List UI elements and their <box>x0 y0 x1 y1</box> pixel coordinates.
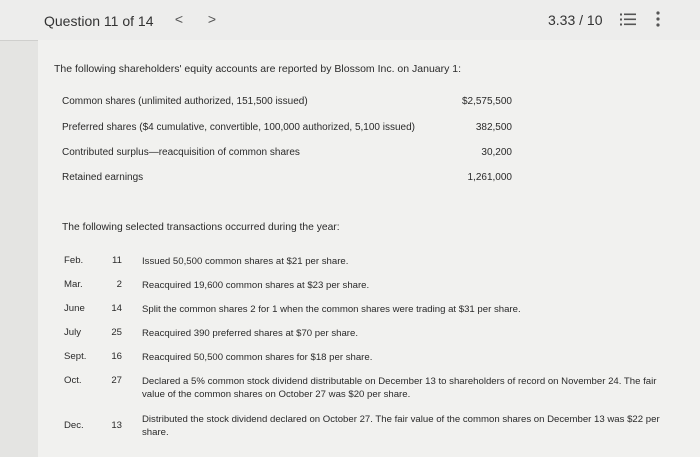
transaction-month: Mar. <box>64 279 83 290</box>
transaction-day: 2 <box>116 279 122 290</box>
transaction-day: 27 <box>111 375 122 386</box>
transaction-description: Reacquired 50,500 common shares for $18 per share. <box>142 352 373 363</box>
account-row <box>62 147 512 161</box>
account-label: Retained earnings <box>62 172 144 183</box>
account-value: $2,575,500 <box>461 96 512 107</box>
next-question-button[interactable]: > <box>207 11 217 27</box>
account-value: 30,200 <box>481 147 512 158</box>
more-vertical-icon[interactable] <box>655 10 661 28</box>
account-label: Preferred shares ($4 cumulative, convertible, 100,000 authorized, 5,100 issued) <box>62 122 415 133</box>
score-display: 3.33 / 10 <box>548 12 603 28</box>
transaction-description: Reacquired 390 preferred shares at $70 per share. <box>142 328 358 339</box>
transaction-day: 16 <box>111 351 122 362</box>
account-label: Contributed surplus—reacquisition of common shares <box>62 147 300 158</box>
transaction-month: June <box>64 303 85 314</box>
transaction-day: 14 <box>111 303 122 314</box>
transaction-month: Dec. <box>64 420 84 431</box>
transaction-month: Oct. <box>64 375 82 386</box>
account-label: Common shares (unlimited authorized, 151,500 issued) <box>62 96 308 107</box>
question-header <box>0 0 700 41</box>
transaction-month: Sept. <box>64 351 87 362</box>
previous-question-button[interactable]: < <box>174 11 184 27</box>
transaction-day: 25 <box>111 327 122 338</box>
transaction-description: Split the common shares 2 for 1 when the common shares were trading at $31 per share. <box>142 304 521 315</box>
transaction-description: Distributed the stock dividend declared on October 27. The fair value of the common shares on December 13 was $22 per share. <box>142 414 660 438</box>
account-row <box>62 172 512 186</box>
list-icon[interactable] <box>620 13 636 26</box>
transaction-description: Reacquired 19,600 common shares at $23 per share. <box>142 280 370 291</box>
question-counter: Question 11 of 14 <box>44 13 154 29</box>
transaction-day: 11 <box>112 255 122 266</box>
problem-intro: The following shareholders' equity accounts are reported by Blossom Inc. on January 1: <box>54 63 462 75</box>
account-value: 382,500 <box>475 122 512 133</box>
transaction-description: Declared a 5% common stock dividend distributable on December 13 to shareholders of record on November 24. The fair value of the common shares on October 27 was $20 per share. <box>142 376 657 400</box>
transaction-description: Issued 50,500 common shares at $21 per share. <box>142 256 349 267</box>
transaction-month: July <box>64 327 82 338</box>
account-value: 1,261,000 <box>467 172 512 183</box>
account-row <box>62 122 512 136</box>
transaction-month: Feb. <box>64 255 84 266</box>
account-row <box>62 96 512 110</box>
transaction-day: 13 <box>111 420 122 431</box>
transactions-intro: The following selected transactions occurred during the year: <box>62 222 340 233</box>
